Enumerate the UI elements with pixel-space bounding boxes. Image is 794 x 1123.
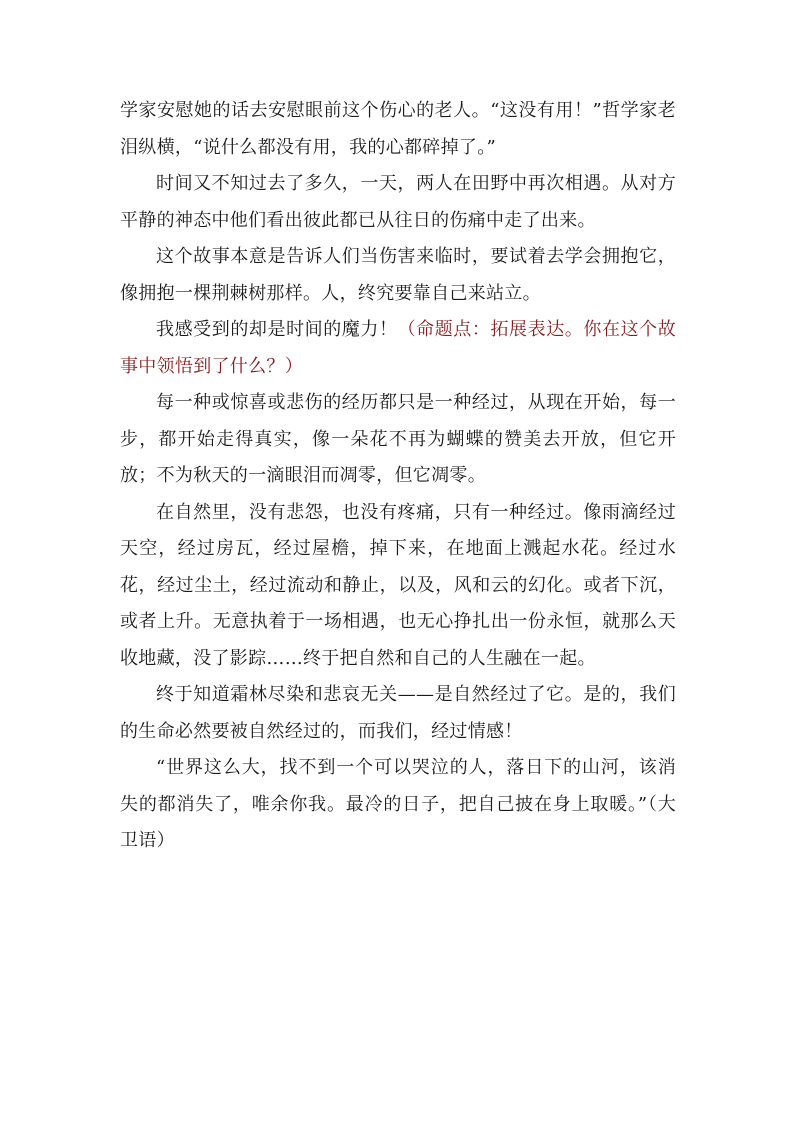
paragraph-4: [120, 312, 676, 385]
question-annotation: （命题点：拓展表达。你在这个故事中领悟到了什么？）: [120, 319, 676, 377]
paragraph-6: 在自然里，没有悲怨，也没有疼痛，只有一种经过。像雨滴经过天空，经过房瓦，经过屋檐，掉下来，在地面上溅起水花。经过水花，经过尘土，经过流动和静止，以及，风和云的幻化。或者下沉，或者上升。无意执着于一场相遇，也无心挣扎出一份永恒，就那么天收地藏，没了影踪……终于把自然和自己的人生融在一起。: [120, 501, 676, 669]
paragraph-5: 每一种或惊喜或悲伤的经历都只是一种经过，从现在开始，每一步，都开始走得真实，像一朵花不再为蝴蝶的赞美去开放，但它开放；不为秋天的一滴眼泪而凋零，但它凋零。: [120, 392, 676, 486]
paragraph-4-text: 我感受到的却是时间的魔力！: [156, 319, 398, 340]
paragraph-8-quote: “世界这么大，找不到一个可以哭泣的人，落日下的山河，该消失的都消失了，唯余你我。最冷的日子，把自己披在身上取暖。”（大卫语）: [120, 757, 676, 851]
document-body: [120, 93, 676, 860]
paragraph-3: 这个故事本意是告诉人们当伤害来临时，要试着去学会拥抱它，像拥抱一棵荆棘树那样。人，终究要靠自己来站立。: [120, 246, 676, 304]
paragraph-7: 终于知道霜林尽染和悲哀无关——是自然经过了它。是的，我们的生命必然要被自然经过的，而我们，经过情感！: [120, 684, 676, 742]
paragraph-2: 时间又不知过去了多久，一天，两人在田野中再次相遇。从对方平静的神态中他们看出彼此都已从往日的伤痛中走了出来。: [120, 173, 676, 231]
paragraph-1: 学家安慰她的话去安慰眼前这个伤心的老人。“这没有用！”哲学家老泪纵横，“说什么都没有用，我的心都碎掉了。”: [120, 100, 676, 158]
